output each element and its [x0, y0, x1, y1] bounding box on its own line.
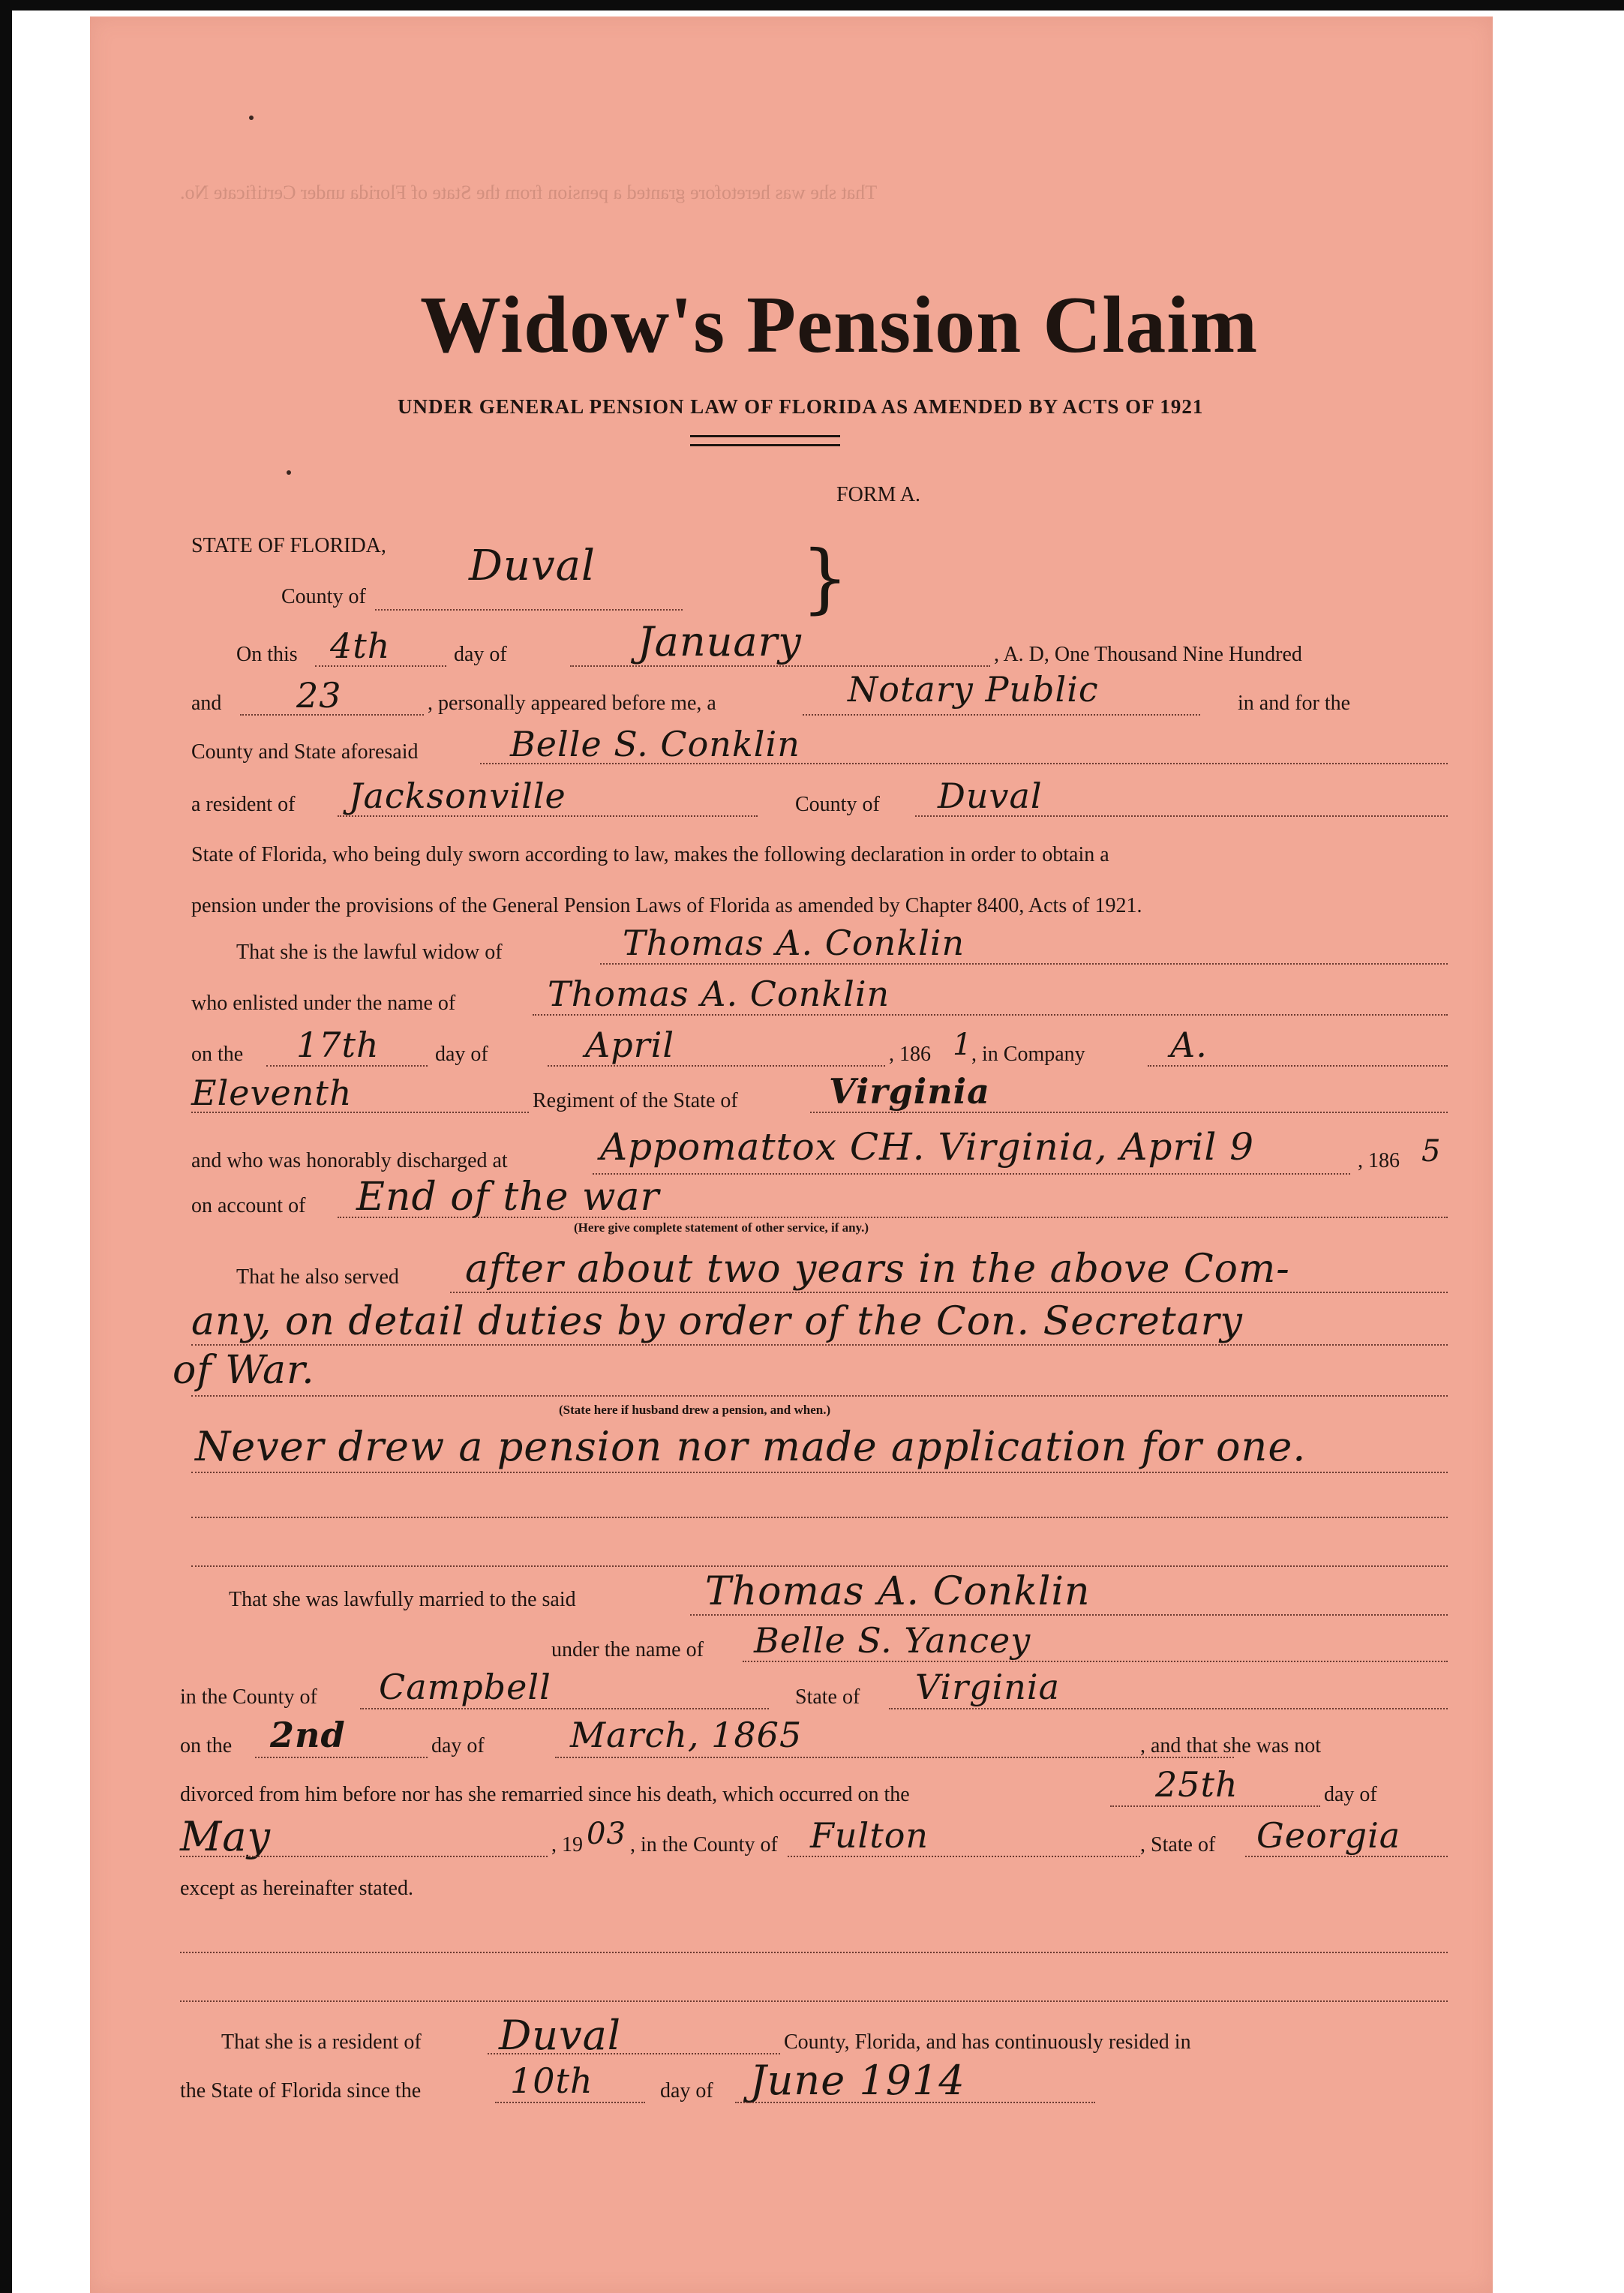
blank-line-1 [191, 1517, 1448, 1518]
marriage-date-line [555, 1757, 1234, 1758]
discharge-year-prefix: , 186 [1358, 1149, 1400, 1172]
maiden-name-field[interactable]: Belle S. Yancey [754, 1620, 1031, 1661]
appeared-text: , personally appeared before me, a [428, 692, 716, 715]
marriage-state-field[interactable]: Virginia [915, 1667, 1061, 1707]
also-served-line-1[interactable]: after about two years in the above Com- [465, 1247, 1290, 1292]
other-service-note: (Here give complete statement of other service, if any.) [574, 1220, 869, 1235]
form-label: FORM A. [836, 483, 921, 506]
discharge-year-field[interactable]: 5 [1421, 1134, 1442, 1169]
marriage-county-line [360, 1708, 769, 1709]
scan-frame-left [0, 0, 12, 2293]
aforesaid-label: County and State aforesaid [191, 740, 419, 764]
residence-day-of-label: day of [660, 2079, 713, 2102]
account-line [338, 1217, 1448, 1218]
county-label: County of [281, 585, 366, 608]
maiden-name-line [743, 1661, 1448, 1662]
month-field[interactable]: January [638, 618, 802, 665]
scan-frame-top [0, 0, 1624, 11]
pension-statement[interactable]: Never drew a pension nor made application for one. [195, 1423, 1307, 1470]
page-title: Widow's Pension Claim [420, 281, 1259, 370]
page-subtitle: UNDER GENERAL PENSION LAW OF FLORIDA AS AMENDED BY ACTS OF 1921 [398, 395, 1204, 418]
residence-county-field[interactable]: Duval [499, 2012, 622, 2059]
except-line-2 [180, 2000, 1448, 2002]
account-field[interactable]: End of the war [356, 1175, 660, 1220]
title-rule-bottom [690, 444, 840, 446]
regiment-state-field[interactable]: Virginia [829, 1071, 990, 1112]
city-field[interactable]: Jacksonville [349, 776, 566, 816]
on-this-label: On this [236, 643, 298, 666]
not-divorced-label: , and that she was not [1140, 1734, 1322, 1757]
day-of-label: day of [454, 643, 507, 666]
resident-county-field[interactable]: Duval [938, 776, 1043, 816]
resident-of-label: a resident of [191, 793, 296, 816]
marriage-county-field[interactable]: Campbell [379, 1667, 551, 1707]
county-florida-text: County, Florida, and has continuously resided in [784, 2030, 1191, 2054]
enlist-month-field[interactable]: April [585, 1025, 675, 1065]
death-county-label: , in the County of [630, 1833, 778, 1856]
death-state-label: , State of [1140, 1833, 1216, 1856]
married-to-line [690, 1614, 1448, 1616]
residence-month-year-line [735, 2102, 1095, 2103]
company-line [1148, 1065, 1448, 1067]
in-and-for-label: in and for the [1238, 692, 1351, 715]
bleed-through-text: That she was heretofore granted a pension from the State of Florida under Certificate No. [180, 182, 878, 203]
ad-text: , A. D, One Thousand Nine Hundred [994, 643, 1302, 666]
married-to-field[interactable]: Thomas A. Conklin [705, 1569, 1091, 1614]
enlist-on-the-label: on the [191, 1043, 244, 1066]
also-served-underline-2 [191, 1344, 1448, 1346]
husband-field[interactable]: Thomas A. Conklin [623, 923, 965, 963]
and-label: and [191, 692, 222, 715]
marriage-state-label: State of [795, 1685, 860, 1709]
day-field[interactable]: 4th [330, 626, 391, 666]
regiment-state-line [810, 1112, 1448, 1113]
widow-of-label: That she is the lawful widow of [236, 941, 503, 964]
form-sheet [90, 17, 1493, 2293]
married-label: That she was lawfully married to the said [229, 1588, 576, 1611]
enlist-day-line [266, 1065, 428, 1067]
declaration-line-1: State of Florida, who being duly sworn according to law, makes the following declaration in order to obtain a [191, 843, 1109, 866]
blank-line-2 [191, 1565, 1448, 1567]
company-field[interactable]: A. [1170, 1025, 1208, 1065]
discharged-label: and who was honorably discharged at [191, 1149, 508, 1172]
death-county-field[interactable]: Fulton [810, 1815, 929, 1856]
regiment-line [191, 1112, 529, 1113]
month-line [570, 665, 990, 667]
account-label: on account of [191, 1194, 306, 1217]
enlist-year-prefix: , 186 [889, 1043, 931, 1066]
company-label: , in Company [971, 1043, 1085, 1066]
declaration-line-2: pension under the provisions of the General Pension Laws of Florida as amended by Chapter 8400, Acts of 1921. [191, 894, 1142, 917]
pension-underline [191, 1472, 1448, 1473]
under-name-label: under the name of [551, 1638, 704, 1661]
death-day-of-label: day of [1324, 1783, 1377, 1806]
county-of-label: County of [795, 793, 880, 816]
death-year-field[interactable]: 03 [587, 1817, 626, 1851]
enlist-day-field[interactable]: 17th [296, 1025, 380, 1065]
marriage-date-field[interactable]: March, 1865 [570, 1715, 803, 1755]
death-day-line [1110, 1805, 1320, 1807]
year-line [240, 714, 424, 716]
death-month-field[interactable]: May [180, 1813, 271, 1860]
except-text: except as hereinafter stated. [180, 1877, 413, 1900]
residence-label: That she is a resident of [221, 2030, 422, 2054]
county-brace: } [801, 534, 849, 622]
death-year-label: , 19 [551, 1833, 583, 1856]
city-line [338, 815, 758, 817]
marriage-day-field[interactable]: 2nd [270, 1715, 346, 1755]
discharge-place-field[interactable]: Appomattox CH. Virginia, April 9 [600, 1125, 1255, 1169]
divorced-text: divorced from him before nor has she remarried since his death, which occurred on the [180, 1783, 910, 1806]
pension-note-label: (State here if husband drew a pension, and when.) [559, 1403, 831, 1417]
claimant-field[interactable]: Belle S. Conklin [510, 724, 800, 764]
enlist-year-field[interactable]: 1 [953, 1028, 973, 1062]
regiment-field[interactable]: Eleventh [191, 1073, 353, 1113]
title-rule-top [690, 435, 840, 437]
enlisted-label: who enlisted under the name of [191, 992, 456, 1015]
also-served-label: That he also served [236, 1265, 399, 1289]
day-line [315, 665, 446, 667]
state-label: STATE OF FLORIDA, [191, 534, 386, 557]
marriage-state-line [889, 1708, 1448, 1709]
also-served-line-3[interactable]: of War. [173, 1348, 315, 1393]
marriage-on-the-label: on the [180, 1734, 233, 1757]
marriage-day-line [255, 1757, 428, 1758]
marriage-county-label: in the County of [180, 1685, 317, 1709]
residence-month-year-field[interactable]: June 1914 [750, 2057, 965, 2104]
marriage-day-of-label: day of [431, 1734, 485, 1757]
also-served-line-2[interactable]: any, on detail duties by order of the Con. Secretary [191, 1299, 1243, 1344]
county-field[interactable]: Duval [469, 542, 596, 590]
discharge-place-line [593, 1173, 1350, 1175]
resident-county-line [915, 815, 1448, 817]
year-field[interactable]: 23 [296, 675, 342, 716]
officer-field[interactable]: Notary Public [848, 669, 1099, 710]
county-line [375, 609, 683, 611]
also-served-underline-1 [450, 1292, 1448, 1293]
enlisted-name-field[interactable]: Thomas A. Conklin [548, 974, 890, 1014]
paper-speck [249, 116, 254, 120]
husband-line [600, 963, 1448, 965]
enlist-day-of-label: day of [435, 1043, 488, 1066]
officer-line [803, 714, 1200, 716]
except-line-1 [180, 1952, 1448, 1953]
enlisted-line [533, 1014, 1448, 1016]
residence-day-line [495, 2102, 645, 2103]
claimant-line [480, 763, 1448, 764]
paper-speck [287, 470, 291, 475]
since-label: the State of Florida since the [180, 2079, 422, 2102]
death-county-line [788, 1856, 1140, 1857]
also-served-underline-3 [191, 1395, 1448, 1397]
death-state-field[interactable]: Georgia [1256, 1815, 1401, 1856]
residence-day-field[interactable]: 10th [510, 2060, 593, 2101]
enlist-month-line [548, 1065, 885, 1067]
regiment-label: Regiment of the State of [533, 1089, 738, 1112]
death-state-line [1245, 1856, 1448, 1857]
death-day-field[interactable]: 25th [1155, 1764, 1238, 1805]
residence-county-line [488, 2053, 780, 2054]
death-month-line [180, 1856, 548, 1857]
